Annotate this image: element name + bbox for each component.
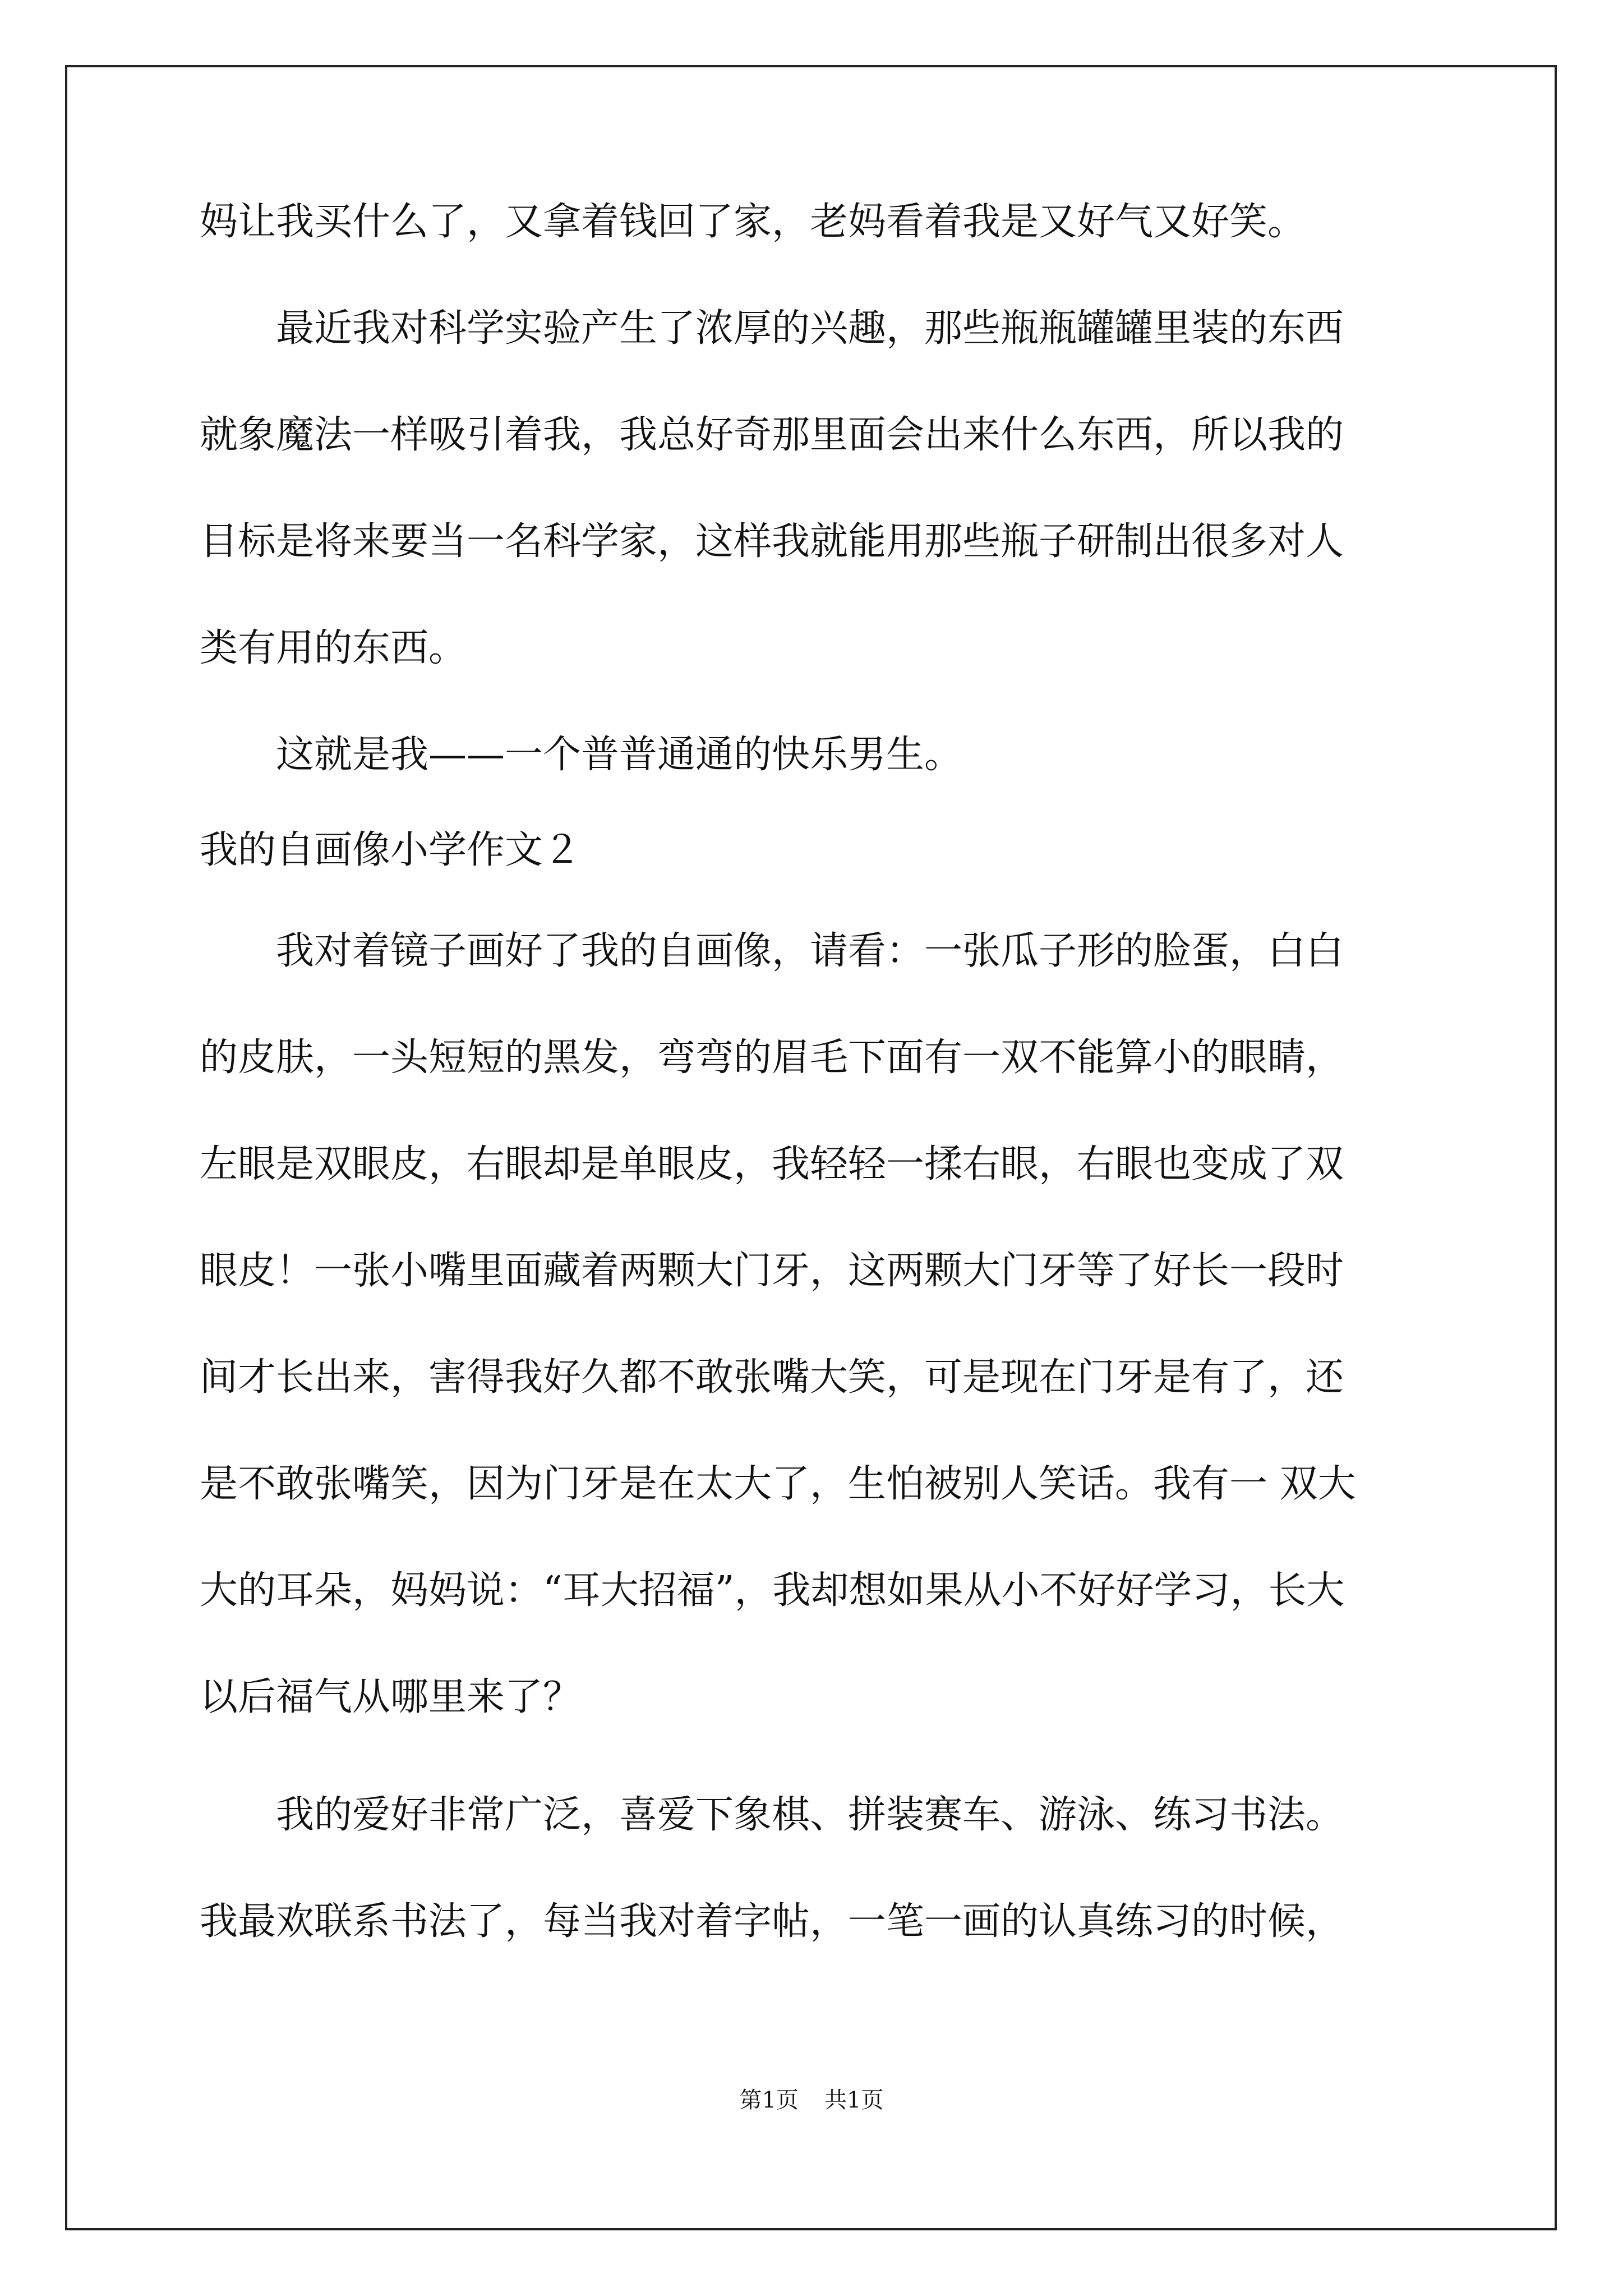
page-number: 第1页 [739,2087,799,2113]
text-line: 我的爱好非常广泛，喜爱下象棋、拼装赛车、游泳、练习书法。 [200,1793,1344,1837]
text-line: 以后福气从哪里来了？ [200,1675,582,1719]
text-line: 最近我对科学实验产生了浓厚的兴趣，那些瓶瓶罐罐里装的东西 [200,306,1344,351]
text-line: 眼皮！一张小嘴里面藏着两颗大门牙，这两颗大门牙等了好长一段时 [200,1249,1344,1293]
text-line: 我最欢联系书法了，每当我对着字帖，一笔一画的认真练习的时候， [200,1899,1344,1944]
text-line: 类有用的东西。 [200,626,467,670]
text-line: 我对着镜子画好了我的自画像，请看：一张瓜子形的脸蛋，白白 [200,929,1344,973]
text-line: 目标是将来要当一名科学家，这样我就能用那些瓶子研制出很多对人 [200,519,1344,564]
text-line: 妈让我买什么了，又拿着钱回了家，老妈看着我是又好气又好笑。 [200,200,1306,244]
page-total: 共1页 [824,2087,884,2113]
text-line: 大的耳朵，妈妈说：“耳大招福”，我却想如果从小不好好学习，长大 [200,1568,1345,1613]
text-line: 间才长出来，害得我好久都不敢张嘴大笑，可是现在门牙是有了，还 [200,1355,1344,1400]
text-line: 这就是我——一个普普通通的快乐男生。 [200,733,963,777]
section-heading: 我的自画像小学作文２ [200,828,582,872]
text-line: 是不敢张嘴笑，因为门牙是在太大了，生怕被别人笑话。我有一 双大 [200,1462,1356,1506]
text-line: 的皮肤，一头短短的黑发，弯弯的眉毛下面有一双不能算小的眼睛， [200,1036,1344,1080]
text-line: 左眼是双眼皮，右眼却是单眼皮，我轻轻一揉右眼，右眼也变成了双 [200,1142,1344,1186]
page-footer [0,2087,1623,2114]
text-line: 就象魔法一样吸引着我，我总好奇那里面会出来什么东西，所以我的 [200,413,1344,457]
